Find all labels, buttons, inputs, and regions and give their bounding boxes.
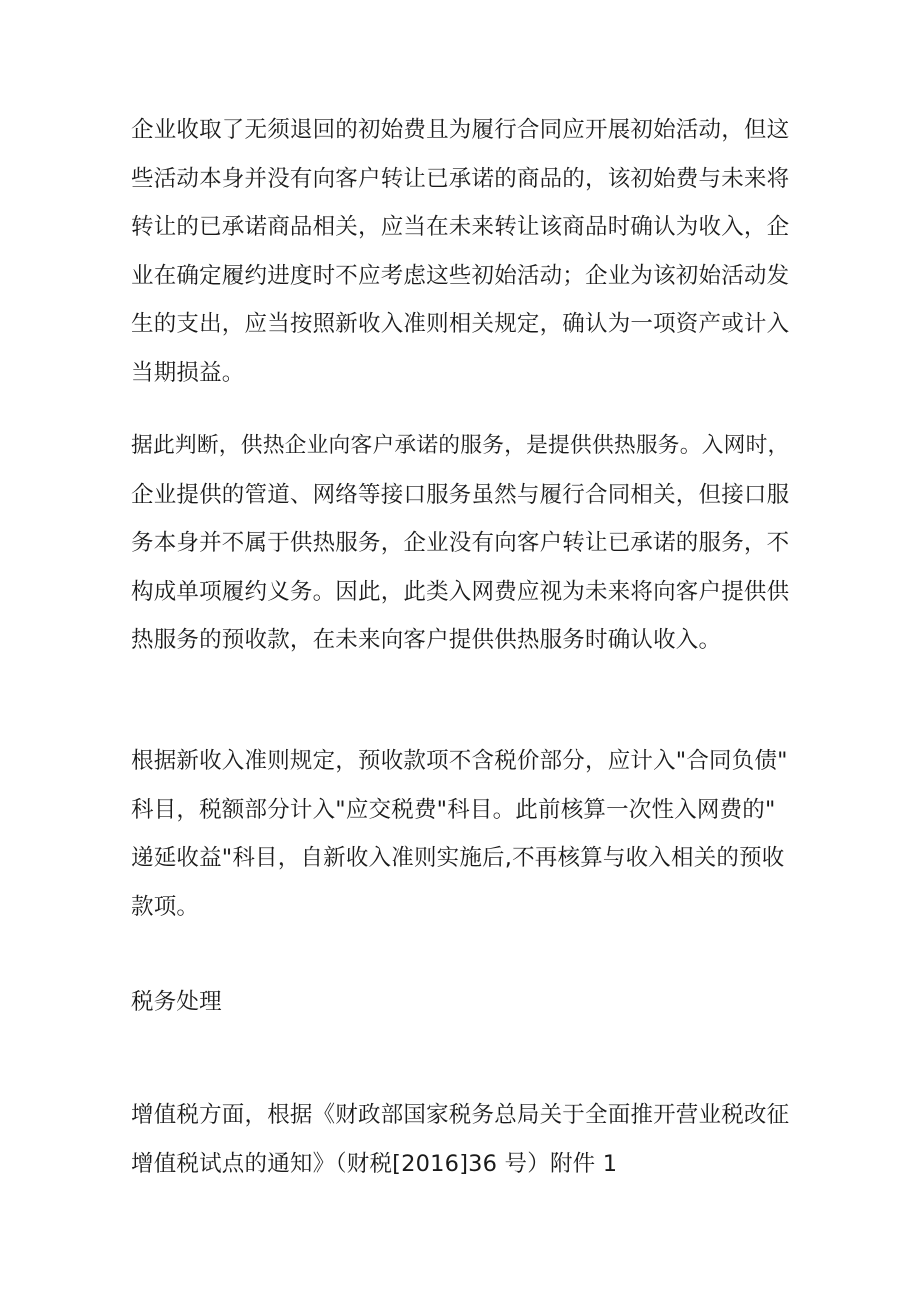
text-line: 企业收取了无须退回的初始费且为履行合同应开展初始活动，但这 — [131, 117, 790, 143]
text-line: 企业提供的管道、网络等接口服务虽然与履行合同相关，但接口服 — [131, 481, 790, 508]
text-line: 当期损益。 — [131, 359, 245, 386]
text-line: 生的支出，应当按照新收入准则相关规定，确认为一项资产或计入 — [131, 311, 790, 337]
text-line: 根据新收入准则规定，预收款项不含税价部分，应计入"合同负债" — [131, 748, 788, 774]
text-line: 增值税试点的通知》（财税[2016]36 号）附件 1 — [131, 1150, 618, 1177]
paragraph-vat — [131, 1091, 795, 1188]
text-line: 转让的已承诺商品相关，应当在未来转让该商品时确认为收入，企 — [131, 214, 790, 240]
section-heading-tax-treatment — [131, 978, 795, 1027]
text-line: 增值税方面，根据《财政部国家税务总局关于全面推开营业税改征 — [131, 1102, 790, 1128]
text-line: 科目，税额部分计入"应交税费"科目。此前核算一次性入网费的" — [131, 796, 776, 823]
text-line: 据此判断，供热企业向客户承诺的服务，是提供供热服务。入网时， — [131, 433, 790, 458]
text-line: 构成单项履约义务。因此，此类入网费应视为未来将向客户提供供 — [131, 578, 790, 605]
text-line: 递延收益"科目，自新收入准则实施后,不再核算与收入相关的预收 — [131, 845, 785, 871]
paragraph-judgment — [131, 422, 795, 665]
text-line: 些活动本身并没有向客户转让已承诺的商品的，该初始费与未来将 — [131, 165, 790, 192]
heading-text: 税务处理 — [131, 989, 222, 1015]
text-line: 款项。 — [131, 893, 200, 920]
text-line: 务本身并不属于供热服务，企业没有向客户转让已承诺的服务，不 — [131, 530, 790, 556]
paragraph-accounting-rule — [131, 737, 795, 931]
paragraph-initial-fee — [131, 106, 795, 397]
text-line: 业在确定履约进度时不应考虑这些初始活动；企业为该初始活动发 — [131, 262, 790, 289]
text-line: 热服务的预收款，在未来向客户提供供热服务时确认收入。 — [131, 627, 722, 653]
